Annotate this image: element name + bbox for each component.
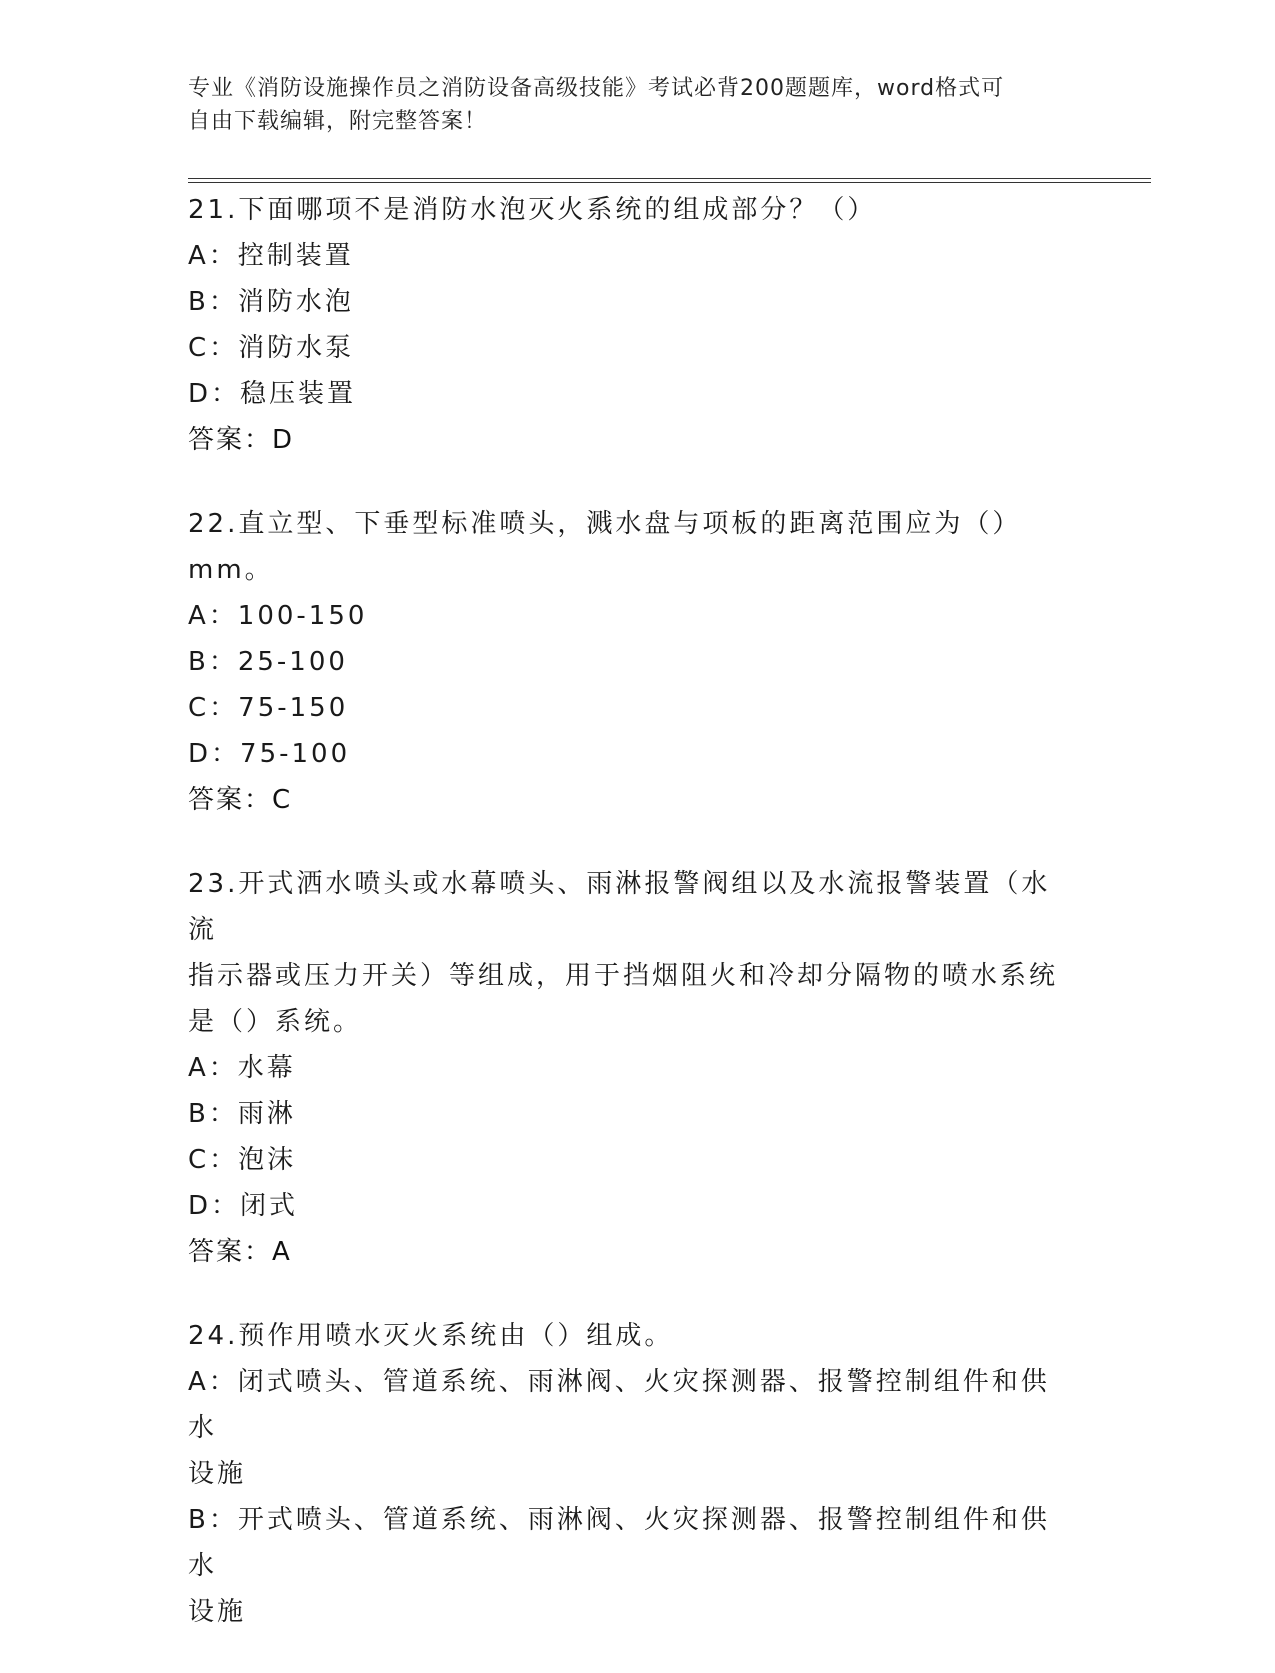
- question-24: [188, 1313, 1078, 1635]
- option-a: A：控制装置: [188, 241, 354, 271]
- header-line-2: 自由下载编辑，附完整答案！: [188, 109, 488, 134]
- question-title-line-3: 是（）系统。: [188, 1007, 363, 1037]
- option-d: D：稳压装置: [188, 379, 357, 409]
- question-23: [188, 861, 1078, 1275]
- question-title: 22.直立型、下垂型标准喷头，溅水盘与项板的距离范围应为（）mm。: [188, 509, 1022, 585]
- question-title-line-2: 指示器或压力开关）等组成，用于挡烟阻火和冷却分隔物的喷水系统: [188, 961, 1059, 991]
- answer-label: 答案：A: [188, 1237, 292, 1267]
- question-title: 21.下面哪项不是消防水泡灭火系统的组成部分？（）: [188, 195, 877, 225]
- option-a: A：100-150: [188, 601, 368, 631]
- document-header: [188, 72, 1068, 138]
- option-c: C：75-150: [188, 693, 349, 723]
- question-list: [188, 187, 1078, 1673]
- question-title: 24.预作用喷水灭火系统由（）组成。: [188, 1321, 674, 1351]
- option-d: D：75-100: [188, 739, 351, 769]
- option-d: D：闭式: [188, 1191, 299, 1221]
- option-a-line-2: 设施: [188, 1459, 247, 1489]
- option-b: B：25-100: [188, 647, 348, 677]
- header-line-1: 专业《消防设施操作员之消防设备高级技能》考试必背200题题库，word格式可: [188, 76, 1005, 101]
- option-c: C：泡沫: [188, 1145, 297, 1175]
- question-title-line-1: 23.开式洒水喷头或水幕喷头、雨淋报警阀组以及水流报警装置（水流: [188, 869, 1051, 945]
- option-b-line-2: 设施: [188, 1597, 247, 1627]
- option-a-line-1: A：闭式喷头、管道系统、雨淋阀、火灾探测器、报警控制组件和供水: [188, 1367, 1050, 1443]
- answer-label: 答案：C: [188, 785, 293, 815]
- option-b: B：消防水泡: [188, 287, 354, 317]
- question-21: [188, 187, 1078, 463]
- option-b-line-1: B：开式喷头、管道系统、雨淋阀、火灾探测器、报警控制组件和供水: [188, 1505, 1050, 1581]
- option-a: A：水幕: [188, 1053, 296, 1083]
- question-22: [188, 501, 1078, 823]
- answer-label: 答案：D: [188, 425, 295, 455]
- header-divider-bottom: [188, 182, 1151, 183]
- option-c: C：消防水泵: [188, 333, 355, 363]
- header-divider-top: [188, 178, 1151, 179]
- option-b: B：雨淋: [188, 1099, 296, 1129]
